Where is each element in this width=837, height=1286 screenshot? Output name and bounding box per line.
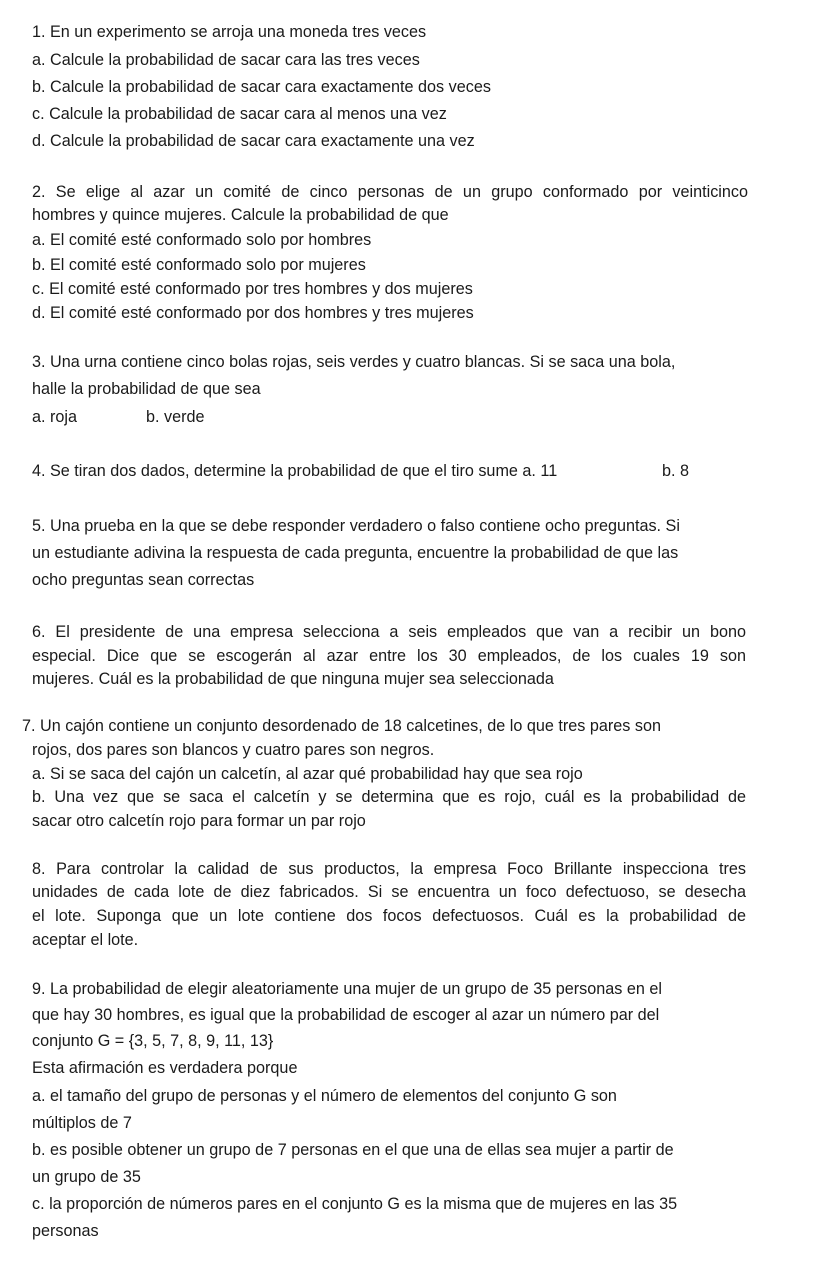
q2-stem-line-2: hombres y quince mujeres. Calcule la probabilidad de que xyxy=(32,206,449,224)
q4-stem: 4. Se tiran dos dados, determine la probabilidad de que el tiro sume a. 11 xyxy=(32,462,558,480)
q9-line-2: que hay 30 hombres, es igual que la probabilidad de escoger al azar un número par del xyxy=(32,1006,660,1024)
q6-line-2: especial. Dice que se escogerán al azar entre los 30 empleados, de los cuales 19 son xyxy=(32,647,746,665)
q9-line-4: Esta afirmación es verdadera porque xyxy=(32,1059,298,1077)
q2-option-a: a. El comité esté conformado solo por hombres xyxy=(32,231,372,249)
q7-option-b-line-1: b. Una vez que se saca el calcetín y se determina que es rojo, cuál es la probabilidad de xyxy=(32,788,746,806)
q9-option-c-line-1: c. la proporción de números pares en el conjunto G es la misma que de mujeres en las 35 xyxy=(32,1195,678,1213)
q1-option-b: b. Calcule la probabilidad de sacar cara exactamente dos veces xyxy=(32,78,491,96)
q2-option-c: c. El comité esté conformado por tres hombres y dos mujeres xyxy=(32,280,473,298)
q5-line-2: un estudiante adivina la respuesta de cada pregunta, encuentre la probabilidad de que las xyxy=(32,544,679,562)
q1-option-a: a. Calcule la probabilidad de sacar cara las tres veces xyxy=(32,51,420,69)
q5-line-1: 5. Una prueba en la que se debe responder verdadero o falso contiene ocho preguntas. Si xyxy=(32,517,680,535)
q9-line-3: conjunto G = {3, 5, 7, 8, 9, 11, 13} xyxy=(32,1032,274,1050)
q2-option-b: b. El comité esté conformado solo por mujeres xyxy=(32,256,366,274)
q9-option-c-line-2: personas xyxy=(32,1222,99,1240)
q9-option-b-line-2: un grupo de 35 xyxy=(32,1168,141,1186)
q8-line-4: aceptar el lote. xyxy=(32,931,139,949)
q9-option-a-line-2: múltiplos de 7 xyxy=(32,1114,132,1132)
q7-option-b-line-2: sacar otro calcetín rojo para formar un par rojo xyxy=(32,812,366,830)
q6-line-1: 6. El presidente de una empresa selecciona a seis empleados que van a recibir un bono xyxy=(32,623,746,641)
q1-stem: 1. En un experimento se arroja una moneda tres veces xyxy=(32,23,427,41)
q3-option-b: b. verde xyxy=(146,408,205,426)
q6-line-3: mujeres. Cuál es la probabilidad de que ninguna mujer sea seleccionada xyxy=(32,670,554,688)
q5-line-3: ocho preguntas sean correctas xyxy=(32,571,255,589)
q2-option-d: d. El comité esté conformado por dos hombres y tres mujeres xyxy=(32,304,474,322)
q3-stem-line-2: halle la probabilidad de que sea xyxy=(32,380,261,398)
q2-stem-line-1: 2. Se elige al azar un comité de cinco personas de un grupo conformado por veinticinco xyxy=(32,183,748,201)
q3-stem-line-1: 3. Una urna contiene cinco bolas rojas, seis verdes y cuatro blancas. Si se saca una bola, xyxy=(32,353,676,371)
q3-option-a: a. roja xyxy=(32,408,77,426)
q8-line-1: 8. Para controlar la calidad de sus productos, la empresa Foco Brillante inspecciona tres xyxy=(32,860,746,878)
q9-line-1: 9. La probabilidad de elegir aleatoriamente una mujer de un grupo de 35 personas en el xyxy=(32,980,662,998)
q7-line-2: rojos, dos pares son blancos y cuatro pares son negros. xyxy=(32,741,435,759)
q9-option-b-line-1: b. es posible obtener un grupo de 7 personas en el que una de ellas sea mujer a partir de xyxy=(32,1141,674,1159)
q4-option-b: b. 8 xyxy=(662,462,690,480)
q7-option-a: a. Si se saca del cajón un calcetín, al azar qué probabilidad hay que sea rojo xyxy=(32,765,583,783)
q7-line-1: 7. Un cajón contiene un conjunto desordenado de 18 calcetines, de lo que tres pares son xyxy=(22,717,661,735)
q9-option-a-line-1: a. el tamaño del grupo de personas y el número de elementos del conjunto G son xyxy=(32,1087,617,1105)
q1-option-d: d. Calcule la probabilidad de sacar cara exactamente una vez xyxy=(32,132,475,150)
q8-line-3: el lote. Suponga que un lote contiene dos focos defectuosos. Cuál es la probabilidad de xyxy=(32,907,746,925)
q1-option-c: c. Calcule la probabilidad de sacar cara al menos una vez xyxy=(32,105,447,123)
q8-line-2: unidades de cada lote de diez fabricados. Si se encuentra un foco defectuoso, se desecha xyxy=(32,883,746,901)
